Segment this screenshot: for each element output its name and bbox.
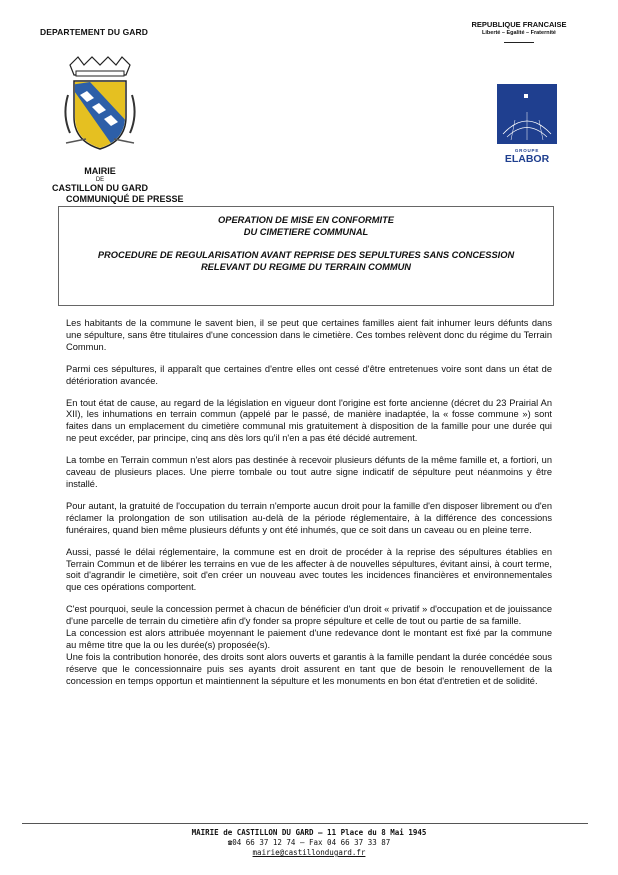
- coat-of-arms-icon: [60, 55, 140, 153]
- department-name: DEPARTEMENT DU GARD: [40, 27, 148, 37]
- mairie-label: MAIRIE: [84, 166, 116, 176]
- republique-label: REPUBLIQUE FRANCAISE: [471, 20, 567, 29]
- header-divider: [504, 42, 534, 43]
- commune-name: CASTILLON DU GARD: [52, 183, 148, 193]
- de-label: DE: [95, 177, 105, 183]
- paragraph: Parmi ces sépultures, il apparaît que certaines d'entre elles ont cessé d'être entretenues voire sont dans un état de détérioration avancée.: [66, 363, 552, 386]
- title-line-1: OPERATION DE MISE EN CONFORMITE: [218, 215, 394, 225]
- paragraph: C'est pourquoi, seule la concession permet à chacun de bénéficier d'un droit « privatif » d'occupation et de jouissance d'une parcelle de terrain du cimetière afin d'y fonder sa propre sépulture et celle de tout ou partie de sa famille.: [66, 604, 552, 627]
- logo-name-text: ELABOR: [504, 153, 550, 164]
- communique-label: COMMUNIQUÉ DE PRESSE: [66, 194, 184, 204]
- paragraph: La tombe en Terrain commun n'est alors pas destinée à recevoir plusieurs défunts de la même famille et, a fortiori, un caveau de plusieurs places. Une pierre tombale ou tout autre signe indicatif de sépulture peut néanmoins y être installé.: [66, 455, 552, 489]
- title-box: [58, 206, 554, 306]
- republique-header: [444, 20, 594, 43]
- title-line-4: RELEVANT DU REGIME DU TERRAIN COMMUN: [200, 262, 412, 272]
- paragraph: Les habitants de la commune le savent bien, il se peut que certaines familles aient fait inhumer leurs défunts dans une sépulture, sans être titulaires d'une concession dans le cimetière. Ces tombes relèvent donc du régime du Terrain Commun.: [66, 318, 552, 352]
- footer-divider: [22, 823, 588, 824]
- paragraph: Aussi, passé le délai réglementaire, la commune est en droit de procéder à la reprise des sépultures établies en Terrain Commun et de libérer les terrains en vue de les affecter à de nouvelles sépultures, évitant ainsi, à court terme, soit d'agrandir le cimetière, soit d'en créer un nouveau avec toutes les incidences financières et environnementales que ces opérations comportent.: [66, 546, 552, 593]
- paragraph: Une fois la contribution honorée, des droits sont alors ouverts et garantis à la famille pendant la durée concédée sous réserve que le concessionnaire puis ses ayants droit assurent en tant que de besoin le renouvellement de la concession en temps opportun et maintiennent la sépulture et les monuments en bon état d'entretien et de solidité.: [66, 651, 552, 686]
- paragraph: En tout état de cause, au regard de la législation en vigueur dont l'origine est forte ancienne (décret du 23 Prairial An XII), les inhumations en terrain commun (appelé par le passé, de manière inadaptée, la « fosse commune ») sont faites dans un emplacement du cimetière communal mis gratuitement à disposition de la famille pour une durée qui ne peut excéder, par principe, cinq ans dès lors qu'il n'en a pas été décidé autrement.: [66, 397, 552, 444]
- title-line-3: PROCEDURE DE REGULARISATION AVANT REPRISE DES SEPULTURES SANS CONCESSION: [97, 250, 515, 260]
- title-line-2: DU CIMETIERE COMMUNAL: [243, 227, 369, 237]
- devise-label: Liberté – Egalité – Fraternité: [482, 30, 556, 36]
- elabor-logo: [497, 84, 557, 164]
- paragraph: Pour autant, la gratuité de l'occupation du terrain n'emporte aucun droit pour la famille d'en disposer librement ou d'en réclamer la prolongation de son utilisation au-delà de la période réglementaire, à la différence des concessions funéraires, quand bien même plusieurs défunts y ont été inhumés, que ce soit dans un caveau ou en pleine terre.: [66, 500, 552, 535]
- footer-address: MAIRIE de CASTILLON DU GARD – 11 Place du 8 Mai 1945: [191, 828, 427, 837]
- footer-email-link[interactable]: mairie@castillondugard.fr: [252, 848, 366, 857]
- logo-group-text: GROUPE: [514, 148, 540, 153]
- footer-phone: ☎04 66 37 12 74 – Fax 04 66 37 33 87: [227, 838, 391, 847]
- footer: [0, 828, 618, 858]
- mairie-header: [40, 27, 160, 193]
- paragraph: La concession est alors attribuée moyennant le paiement d'une redevance dont le montant est fixé par la commune au même titre que la ou les durée(s) proposée(s).: [66, 628, 552, 650]
- press-release-body: [66, 318, 552, 688]
